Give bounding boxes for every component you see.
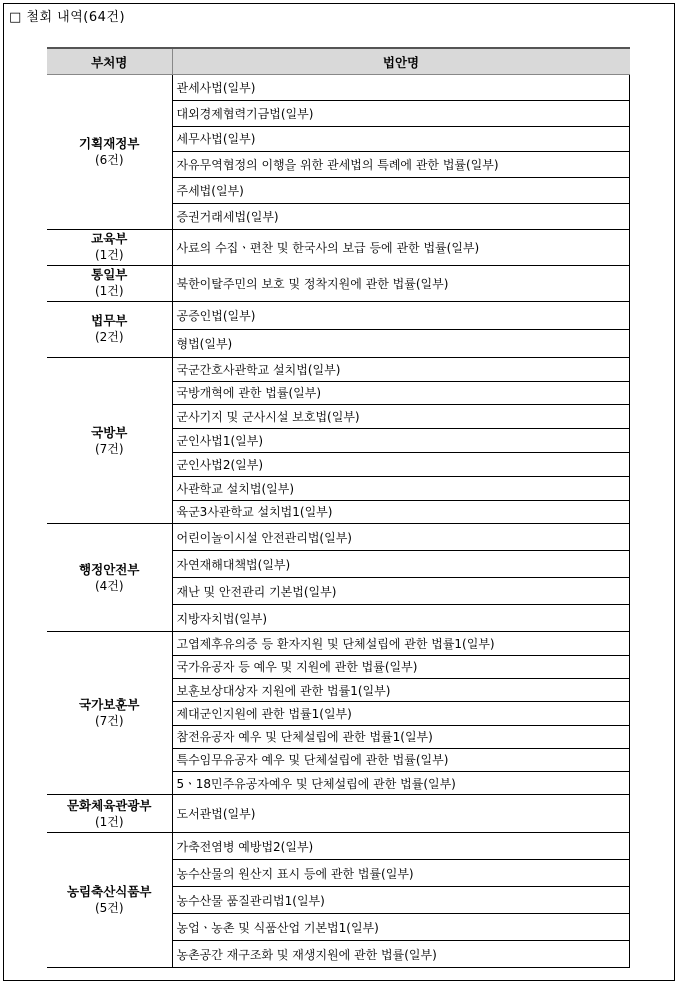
bill-name-cell: 세무사법(일부) <box>172 126 630 152</box>
ministry-count: (5건) <box>94 901 124 916</box>
ministry-cell <box>47 75 172 230</box>
bill-name-cell: 관세사법(일부) <box>172 75 630 101</box>
ministry-name: 법무부 <box>91 313 128 329</box>
page-title: □ 철회 내역(64건) <box>9 10 126 25</box>
ministry-count: (1건) <box>94 248 124 263</box>
bill-name-cell: 농수산물 품질관리법1(일부) <box>172 887 630 914</box>
table-body <box>47 75 630 968</box>
bill-name-cell: 도서관법(일부) <box>172 795 630 833</box>
table-row <box>47 524 630 551</box>
ministry-cell <box>47 301 172 357</box>
bill-name-cell: 국군간호사관학교 설치법(일부) <box>172 357 630 381</box>
header-bill-name: 법안명 <box>172 48 630 75</box>
ministry-count: (4건) <box>94 578 124 593</box>
bill-name-cell: 육군3사관학교 설치법1(일부) <box>172 500 630 524</box>
ministry-cell <box>47 632 172 795</box>
ministry-cell <box>47 357 172 524</box>
bill-name-cell: 사료의 수집ㆍ편찬 및 한국사의 보급 등에 관한 법률(일부) <box>172 229 630 265</box>
table-row <box>47 357 630 381</box>
table-row <box>47 301 630 329</box>
bill-name-cell: 가축전염병 예방법2(일부) <box>172 833 630 860</box>
table-row <box>47 795 630 833</box>
bill-name-cell: 대외경제협력기금법(일부) <box>172 100 630 126</box>
bill-name-cell: 어린이놀이시설 안전관리법(일부) <box>172 524 630 551</box>
ministry-count: (6건) <box>94 152 124 167</box>
bill-name-cell: 농촌공간 재구조화 및 재생지원에 관한 법률(일부) <box>172 941 630 968</box>
ministry-count: (7건) <box>94 441 124 456</box>
bill-name-cell: 지방자치법(일부) <box>172 605 630 632</box>
bill-name-cell: 특수임무유공자 예우 및 단체설립에 관한 법률(일부) <box>172 748 630 771</box>
table-row <box>47 229 630 265</box>
bill-name-cell: 자연재해대책법(일부) <box>172 551 630 578</box>
bill-name-cell: 농업ㆍ농촌 및 식품산업 기본법1(일부) <box>172 914 630 941</box>
ministry-name: 행정안전부 <box>79 561 140 577</box>
ministry-name: 통일부 <box>91 267 128 283</box>
bill-name-cell: 고엽제후유의증 등 환자지원 및 단체설립에 관한 법률1(일부) <box>172 632 630 655</box>
bill-name-cell: 형법(일부) <box>172 329 630 357</box>
bill-name-cell: 5ㆍ18민주유공자예우 및 단체설립에 관한 법률(일부) <box>172 772 630 795</box>
bill-name-cell: 자유무역협정의 이행을 위한 관세법의 특례에 관한 법률(일부) <box>172 152 630 178</box>
ministry-name: 농림축산식품부 <box>66 884 152 900</box>
bill-name-cell: 군인사법2(일부) <box>172 452 630 476</box>
ministry-count: (2건) <box>94 330 124 345</box>
bill-name-cell: 북한이탈주민의 보호 및 정착지원에 관한 법률(일부) <box>172 265 630 301</box>
bill-name-cell: 공증인법(일부) <box>172 301 630 329</box>
table-header-row <box>47 48 630 75</box>
withdrawal-table <box>47 47 630 968</box>
bill-name-cell: 증권거래세법(일부) <box>172 203 630 229</box>
ministry-name: 국가보훈부 <box>79 697 140 713</box>
ministry-name: 기획재정부 <box>79 135 140 151</box>
table-row <box>47 833 630 860</box>
table-row <box>47 75 630 101</box>
bill-name-cell: 재난 및 안전관리 기본법(일부) <box>172 578 630 605</box>
bill-name-cell: 주세법(일부) <box>172 178 630 204</box>
table-row <box>47 265 630 301</box>
ministry-name: 문화체육관광부 <box>66 797 152 813</box>
table-row <box>47 632 630 655</box>
bill-name-cell: 농수산물의 원산지 표시 등에 관한 법률(일부) <box>172 860 630 887</box>
ministry-cell <box>47 524 172 632</box>
ministry-name: 국방부 <box>91 424 128 440</box>
ministry-count: (1건) <box>94 814 124 829</box>
bill-name-cell: 군인사법1(일부) <box>172 429 630 453</box>
bill-name-cell: 참전유공자 예우 및 단체설립에 관한 법률1(일부) <box>172 725 630 748</box>
ministry-cell <box>47 795 172 833</box>
header-ministry: 부처명 <box>47 48 172 75</box>
ministry-cell <box>47 229 172 265</box>
bill-name-cell: 보훈보상대상자 지원에 관한 법률1(일부) <box>172 678 630 701</box>
bill-name-cell: 사관학교 설치법(일부) <box>172 476 630 500</box>
bill-name-cell: 국가유공자 등 예우 및 지원에 관한 법률(일부) <box>172 655 630 678</box>
ministry-count: (7건) <box>94 714 124 729</box>
ministry-count: (1건) <box>94 284 124 299</box>
bill-name-cell: 국방개혁에 관한 법률(일부) <box>172 381 630 405</box>
bill-name-cell: 제대군인지원에 관한 법률1(일부) <box>172 702 630 725</box>
ministry-cell <box>47 833 172 968</box>
ministry-name: 교육부 <box>91 231 128 247</box>
bill-name-cell: 군사기지 및 군사시설 보호법(일부) <box>172 405 630 429</box>
ministry-cell <box>47 265 172 301</box>
